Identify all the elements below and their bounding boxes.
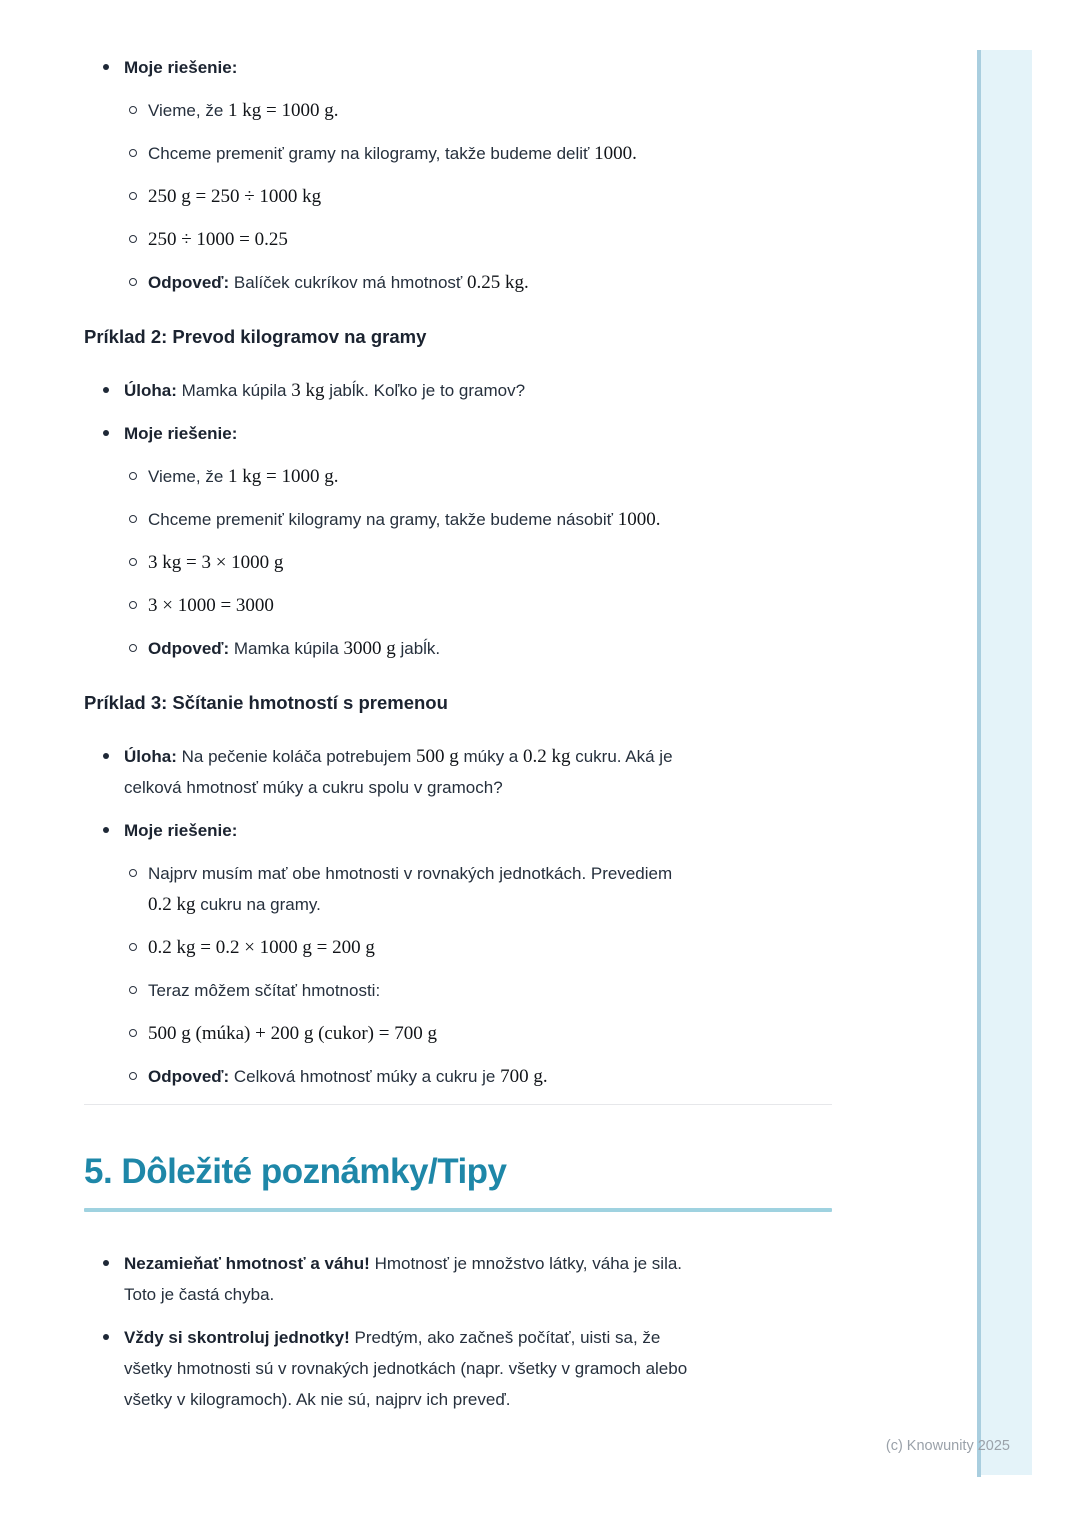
list-item-tip-2 <box>84 1322 832 1415</box>
list-item <box>84 547 832 578</box>
body-text: Toto je častá chyba. <box>124 1285 275 1304</box>
body-text: Mamka kúpila <box>229 639 344 658</box>
body-text: celková hmotnosť múky a cukru spolu v gramoch? <box>124 778 503 797</box>
list-item-moje-riesenie-3 <box>84 815 832 846</box>
list-item <box>84 224 832 255</box>
list-item <box>84 138 832 169</box>
side-highlight-strip <box>977 50 981 1477</box>
list-item-odpoved-3 <box>84 1061 832 1092</box>
math-text: 0.2 kg = 0.2 × 1000 g = 200 g <box>148 937 375 958</box>
body-text: Celková hmotnosť múky a cukru je <box>229 1067 501 1086</box>
bold-label: Odpoveď: <box>148 1067 230 1086</box>
body-text: múky a <box>458 747 523 766</box>
body-text: Predtým, ako začneš počítať, uisti sa, že <box>349 1328 661 1347</box>
math-text: 0.25 kg. <box>467 272 529 293</box>
list-item <box>84 590 832 621</box>
math-text: 1 kg = 1000 g. <box>228 100 339 121</box>
body-text: Najprv musím mať obe hmotnosti v rovnakých jednotkách. Prevediem <box>148 864 673 883</box>
body-text: Hmotnosť je množstvo látky, váha je sila. <box>369 1254 683 1273</box>
circle-marker <box>129 472 137 480</box>
circle-marker <box>129 278 137 286</box>
list-item-uloha-3 <box>84 741 832 803</box>
circle-marker <box>129 1072 137 1080</box>
bullet-marker <box>103 430 109 436</box>
list-item <box>84 181 832 212</box>
page-section-title: 5. Dôležité poznámky/Tipy <box>84 1152 507 1191</box>
section-divider <box>84 1104 832 1105</box>
circle-marker <box>129 149 137 157</box>
bold-label: Odpoveď: <box>148 639 230 658</box>
list-item <box>84 858 832 920</box>
side-highlight-panel <box>981 50 1032 1475</box>
body-text: Vieme, že <box>148 467 229 486</box>
list-item <box>84 975 832 1006</box>
bold-label: Vždy si skontroluj jednotky! <box>124 1328 350 1347</box>
circle-marker <box>129 601 137 609</box>
math-text: 3000 g <box>343 638 396 659</box>
circle-marker <box>129 986 137 994</box>
body-text: všetky v kilogramoch). Ak nie sú, najprv ich preveď. <box>124 1390 511 1409</box>
circle-marker <box>129 558 137 566</box>
math-text: 1000. <box>617 509 661 530</box>
circle-marker <box>129 943 137 951</box>
bold-label: Úloha: <box>124 381 177 400</box>
list-item <box>84 504 832 535</box>
bullet-marker <box>103 64 109 70</box>
section-heading-priklad-3: Príklad 3: Sčítanie hmotností s premenou <box>84 692 448 713</box>
math-text: 1000. <box>594 143 637 164</box>
bullet-marker <box>103 827 109 833</box>
bold-label: Moje riešenie: <box>124 821 238 840</box>
bullet-marker <box>103 753 109 759</box>
bold-label: Odpoveď: <box>148 273 230 292</box>
bold-label: Moje riešenie: <box>124 424 238 443</box>
circle-marker <box>129 869 137 877</box>
math-text: 500 g <box>415 746 459 767</box>
list-item-moje-riesenie-2 <box>84 418 832 449</box>
list-item <box>84 461 832 492</box>
bullet-marker <box>103 387 109 393</box>
math-text: 3 kg = 3 × 1000 g <box>148 552 284 573</box>
list-item-tip-1 <box>84 1248 832 1310</box>
circle-marker <box>129 1029 137 1037</box>
list-item <box>84 1018 832 1049</box>
body-text: cukru na gramy. <box>195 895 321 914</box>
content-block <box>84 1212 832 1248</box>
circle-marker <box>129 515 137 523</box>
body-text: Teraz môžem sčítať hmotnosti: <box>148 981 381 1000</box>
math-text: 3 kg <box>291 380 325 401</box>
body-text: Mamka kúpila <box>176 381 292 400</box>
list-item-odpoved-2 <box>84 633 832 664</box>
bold-label: Moje riešenie: <box>124 58 238 77</box>
math-text: 3 × 1000 = 3000 <box>148 595 274 616</box>
list-item-moje-riesenie-1 <box>84 52 832 83</box>
body-text: jabĺk. <box>395 639 441 658</box>
body-text: Chceme premeniť gramy na kilogramy, takže budeme deliť <box>148 144 595 163</box>
body-text: cukru. Aká je <box>570 747 673 766</box>
circle-marker <box>129 235 137 243</box>
section-heading-priklad-2: Príklad 2: Prevod kilogramov na gramy <box>84 326 427 347</box>
document-body <box>84 52 832 1427</box>
body-text: jabĺk. Koľko je to gramov? <box>324 381 526 400</box>
circle-marker <box>129 192 137 200</box>
copyright-footer: (c) Knowunity 2025 <box>885 1438 1010 1454</box>
list-item <box>84 932 832 963</box>
body-text: všetky hmotnosti sú v rovnakých jednotkách (napr. všetky v gramoch alebo <box>124 1359 688 1378</box>
body-text: Vieme, že <box>148 101 229 120</box>
body-text: Chceme premeniť kilogramy na gramy, takže budeme násobiť <box>148 510 618 529</box>
math-text: 500 g (múka) + 200 g (cukor) = 700 g <box>148 1023 437 1044</box>
list-item-uloha-2 <box>84 375 832 406</box>
bold-label: Nezamieňať hmotnosť a váhu! <box>124 1254 370 1273</box>
body-text: Na pečenie koláča potrebujem <box>176 747 416 766</box>
list-item-odpoved-1 <box>84 267 832 298</box>
math-text: 250 g = 250 ÷ 1000 kg <box>148 186 322 207</box>
bold-label: Úloha: <box>124 747 177 766</box>
math-text: 0.2 kg <box>148 894 196 915</box>
bullet-marker <box>103 1334 109 1340</box>
math-text: 1 kg = 1000 g. <box>228 466 339 487</box>
math-text: 0.2 kg <box>522 746 571 767</box>
list-item <box>84 95 832 126</box>
circle-marker <box>129 106 137 114</box>
math-text: 250 ÷ 1000 = 0.25 <box>148 229 288 250</box>
circle-marker <box>129 644 137 652</box>
bullet-marker <box>103 1260 109 1266</box>
math-text: 700 g. <box>500 1066 548 1087</box>
body-text: Balíček cukríkov má hmotnosť <box>229 273 468 292</box>
